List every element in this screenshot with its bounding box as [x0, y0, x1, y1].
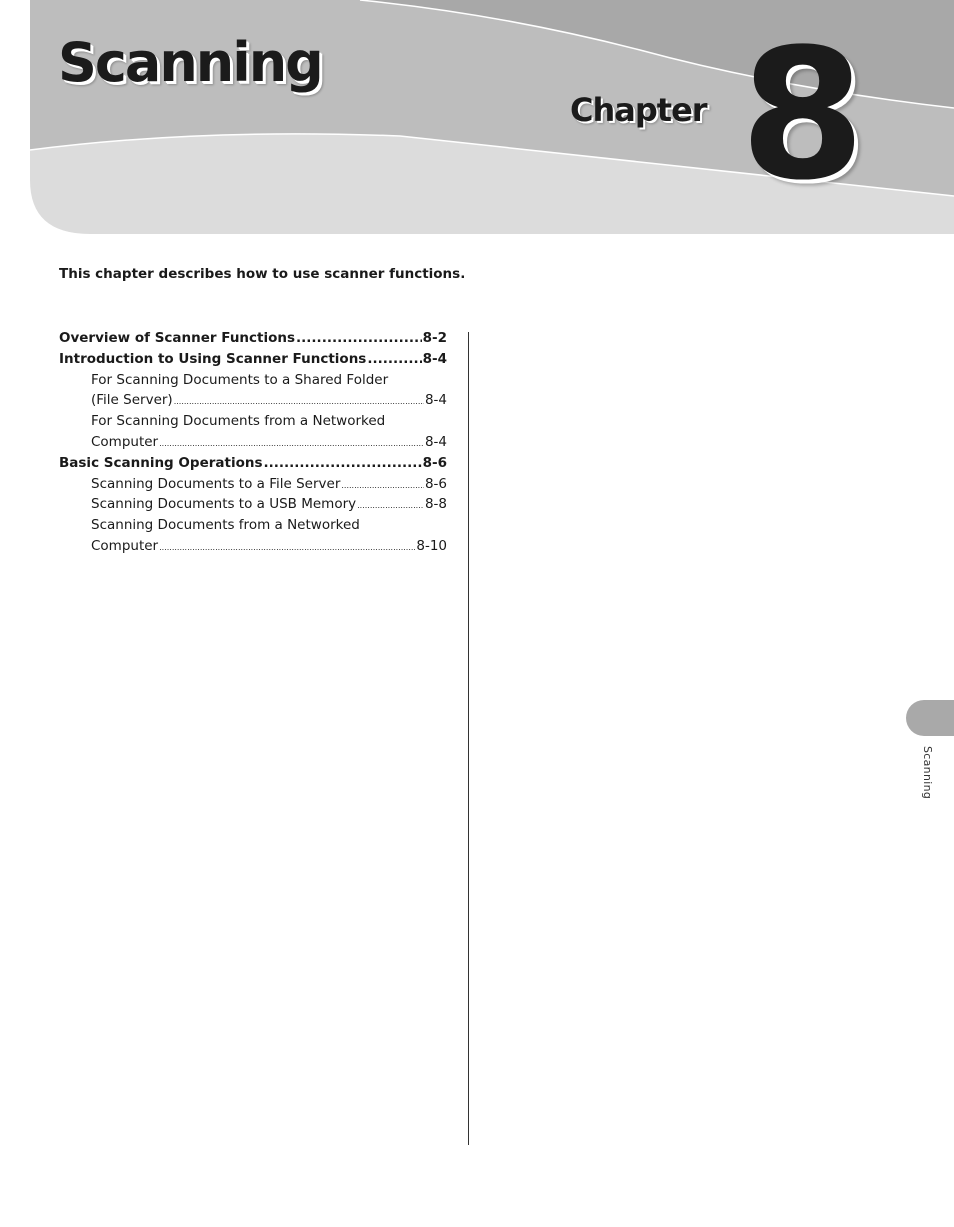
chapter-intro: This chapter describes how to use scanner functions. — [59, 266, 466, 282]
column-divider — [468, 332, 469, 1145]
toc-entry-title: Computer — [91, 537, 159, 554]
chapter-side-tab[interactable] — [906, 700, 954, 736]
toc-leader-dots — [159, 543, 415, 552]
toc-subentry[interactable] — [59, 434, 447, 455]
toc-entry-title: For Scanning Documents from a Networked — [91, 413, 386, 430]
toc-leader-dots — [357, 501, 424, 510]
toc-subentry[interactable] — [59, 538, 447, 559]
toc-leader-dots — [367, 351, 421, 367]
side-tab-label: Scanning — [921, 746, 934, 800]
chapter-label: Chapter — [570, 91, 707, 129]
chapter-banner — [0, 0, 954, 240]
toc-entry-title: Scanning Documents from a Networked — [91, 517, 360, 534]
toc-page-number: 8-4 — [422, 350, 447, 367]
toc-entry-title: Scanning Documents to a USB Memory — [91, 496, 357, 513]
toc-page-number: 8-2 — [422, 330, 447, 346]
toc-entry-title: Introduction to Using Scanner Functions — [59, 350, 367, 367]
toc-subentry — [59, 517, 447, 538]
toc-entry-title: Basic Scanning Operations — [59, 454, 263, 471]
toc-subentry[interactable] — [59, 476, 447, 497]
chapter-title: Scanning — [58, 31, 322, 94]
toc-page-number: 8-10 — [416, 537, 447, 554]
chapter-number: 8 — [740, 11, 860, 220]
toc-subentry[interactable] — [59, 392, 447, 413]
toc-leader-dots — [159, 439, 424, 448]
toc-entry-title: Scanning Documents to a File Server — [91, 475, 341, 492]
toc-leader-dots — [174, 397, 424, 406]
toc-leader-dots — [296, 330, 422, 346]
toc-subentry — [59, 372, 447, 393]
toc-leader-dots — [264, 455, 422, 471]
toc-subentry[interactable] — [59, 496, 447, 517]
toc-page-number: 8-6 — [424, 475, 447, 492]
toc-page-number: 8-6 — [422, 454, 447, 471]
table-of-contents — [59, 330, 447, 559]
toc-entry-title: For Scanning Documents to a Shared Folder — [91, 371, 389, 388]
toc-page-number: 8-4 — [424, 433, 447, 450]
toc-page-number: 8-4 — [424, 392, 447, 409]
toc-leader-dots — [341, 481, 424, 490]
toc-entry-title: (File Server) — [91, 392, 173, 409]
toc-entry-title: Computer — [91, 433, 159, 450]
toc-entry[interactable] — [59, 455, 447, 476]
toc-entry[interactable] — [59, 351, 447, 372]
toc-entry[interactable] — [59, 330, 447, 351]
toc-subentry — [59, 413, 447, 434]
toc-page-number: 8-8 — [424, 496, 447, 513]
toc-entry-title: Overview of Scanner Functions — [59, 330, 296, 346]
